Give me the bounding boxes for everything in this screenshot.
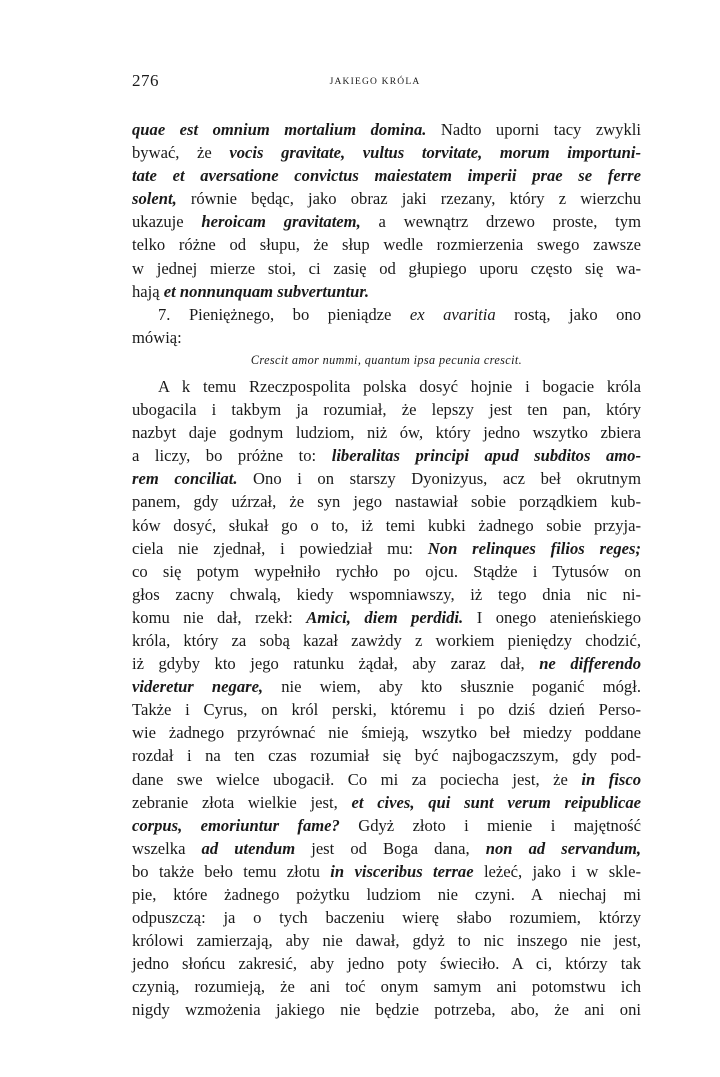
latin-phrase: Amici, diem perdidi. [306, 607, 464, 627]
text-line [132, 257, 641, 280]
text-segment: odpuszczą: ja o tych baczeniu wierę słabo rozumiem, którzy [132, 908, 641, 928]
text-segment: rozdał i na ten czas rozumiał się być najbogaczszym, gdy pod- [132, 746, 641, 766]
text-segment: dane swe wielce ubogacił. Co mi za pociecha jest, że [132, 769, 582, 789]
latin-phrase: solent, [132, 189, 177, 209]
text-line [132, 467, 641, 490]
text-line [132, 514, 641, 537]
text-segment: głos zacny chwalą, kiedy wspomniawszy, iż tego dnia nic ni- [132, 584, 641, 604]
latin-phrase: liberalitas principi apud subditos amo- [331, 446, 642, 466]
text-segment: wie żadnego przyrównać nie śmieją, wszytko beł miedzy poddane [132, 723, 641, 743]
text-line [132, 303, 641, 326]
text-segment: równie będąc, jako obraz jaki rzezany, który z wierzchu [176, 189, 641, 209]
running-head: JAKIEGO KRÓLA [329, 77, 421, 87]
text-line [132, 398, 641, 421]
text-segment: co się potym wypełniło rychło po ojcu. Stądże i Tytusów on [132, 561, 641, 581]
text-segment: Nadto uporni tacy zwykli [426, 120, 641, 139]
text-line [132, 164, 641, 187]
latin-phrase: ex avaritia [409, 304, 496, 324]
text-line [132, 814, 641, 837]
text-segment: Crescit amor nummi, quantum ipsa pecunia crescit. [250, 352, 523, 367]
text-segment: a liczy, bo próżne to: [132, 446, 332, 466]
text-line [132, 490, 641, 513]
text-segment: bywać, że [132, 143, 230, 163]
text-segment: A k temu Rzeczpospolita polska dosyć hojnie i bogacie króla [158, 376, 641, 396]
text-line [132, 280, 641, 303]
text-segment: 7. Pieniężnego, bo pieniądze [158, 304, 410, 324]
text-line [132, 998, 641, 1021]
text-segment: jest od Boga dana, [295, 838, 486, 858]
text-line [132, 721, 641, 744]
text-segment: jedno słońcu zakresić, aby jedno poty świeciło. A ci, którzy tak [132, 954, 641, 974]
text-line [132, 233, 641, 256]
text-line [132, 883, 641, 906]
body-text [132, 118, 641, 1022]
text-line [132, 629, 641, 652]
text-segment: panem, gdy uźrzał, że syn jego nastawiał sobie porządkiem kub- [132, 492, 641, 512]
latin-phrase: vocis gravitate, vultus torvitate, morum importuni- [229, 143, 641, 163]
text-line [132, 906, 641, 929]
latin-phrase: videretur negare, [132, 677, 264, 697]
latin-phrase: Non relinques filios reges; [427, 538, 642, 558]
latin-phrase: corpus, emoriuntur fame? [132, 815, 340, 835]
text-segment: bo także beło temu złotu [132, 861, 331, 881]
text-line [132, 606, 641, 629]
text-line [132, 187, 641, 210]
text-segment: Gdyż złoto i mienie i majętność [339, 815, 641, 835]
text-line [132, 975, 641, 998]
text-segment: ków dosyć, słukał go o to, iż temi kubki żadnego sobie przyja- [132, 515, 641, 535]
text-segment: wszelka [132, 838, 202, 858]
text-segment: ubogacila i takbym ja rozumiał, że lepszy jest ten pan, który [132, 400, 641, 420]
latin-phrase: quae est omnium mortalium domina. [132, 120, 427, 139]
text-segment: czynią, rozumieją, że ani toć onym samym ani potomstwu ich [132, 977, 641, 997]
text-line [132, 675, 641, 698]
text-segment: królowi zamierzają, aby nie dawał, gdyż to nic inszego nie jest, [132, 931, 641, 951]
text-line [132, 791, 641, 814]
text-segment: leżeć, jako i w skle- [473, 861, 641, 881]
text-segment: rostą, jako ono [495, 304, 641, 324]
text-segment: telko różne od słupu, że słup wedle rozmierzenia swego zawsze [132, 235, 641, 255]
latin-phrase: rem conciliat. [132, 469, 238, 489]
text-line [132, 421, 641, 444]
text-segment: ciela nie zjednał, i powiedział mu: [132, 538, 428, 558]
text-line [132, 210, 641, 233]
text-segment: Także i Cyrus, on król perski, któremu i po dziś dzień Perso- [132, 700, 641, 720]
text-line [132, 652, 641, 675]
page-number: 276 [132, 71, 159, 90]
latin-phrase: non ad servandum, [485, 838, 642, 858]
latin-phrase: in fisco [581, 769, 641, 789]
text-segment: nigdy wzmożenia jakiego nie będzie potrzeba, abo, że ani oni [132, 1000, 641, 1020]
text-line [132, 744, 641, 767]
text-line [132, 837, 641, 860]
text-line [132, 860, 641, 883]
text-segment: nie wiem, aby kto słusznie poganić mógł. [263, 677, 641, 697]
text-line [132, 929, 641, 952]
text-segment: w jednej mierze stoi, ci zasię od głupiego uporu często się wa- [132, 258, 641, 278]
text-segment: iż gdyby kto jego ratunku żądał, aby zaraz dał, [132, 654, 540, 674]
text-segment: mówią: [132, 327, 182, 347]
text-line [132, 560, 641, 583]
text-line [132, 952, 641, 975]
latin-phrase: tate et aversatione convictus maiestatem imperii prae se ferre [132, 166, 641, 186]
text-line [132, 326, 641, 349]
text-line [132, 583, 641, 606]
text-line [132, 375, 641, 398]
text-segment: a wewnątrz drzewo proste, tym [360, 212, 642, 232]
text-segment: Ono i on starszy Dyonizyus, acz beł okrutnym [237, 469, 641, 489]
latin-phrase: ne differendo [539, 654, 641, 674]
verse-quotation [132, 349, 641, 375]
latin-phrase: in visceribus terrae [330, 861, 474, 881]
text-segment: ukazuje [132, 212, 202, 232]
latin-phrase: et cives, qui sunt verum reipublicae [351, 792, 641, 812]
text-line [132, 141, 641, 164]
latin-phrase: ad utendum [201, 838, 296, 858]
text-segment: króla, który za sobą kazał zawżdy z workiem pieniędzy chodzić, [132, 630, 641, 650]
text-line [132, 698, 641, 721]
text-segment: nazbyt daje godnym ludziom, niż ów, który jedno wszytko zbiera [132, 423, 641, 443]
text-segment: zebranie złota wielkie jest, [132, 792, 352, 812]
text-segment: pie, które żadnego pożytku ludziom nie czyni. A niechaj mi [132, 885, 641, 904]
text-line [132, 768, 641, 791]
text-segment: I onego ateniеńskiego [463, 607, 641, 627]
latin-phrase: et nonnunquam subvertuntur. [163, 281, 370, 301]
text-line [132, 537, 641, 560]
text-segment: komu nie dał, rzekł: [132, 607, 307, 627]
latin-phrase: heroicam gravitatem, [201, 212, 361, 232]
text-line [132, 444, 641, 467]
text-line [132, 118, 641, 141]
text-segment: hają [132, 281, 164, 301]
